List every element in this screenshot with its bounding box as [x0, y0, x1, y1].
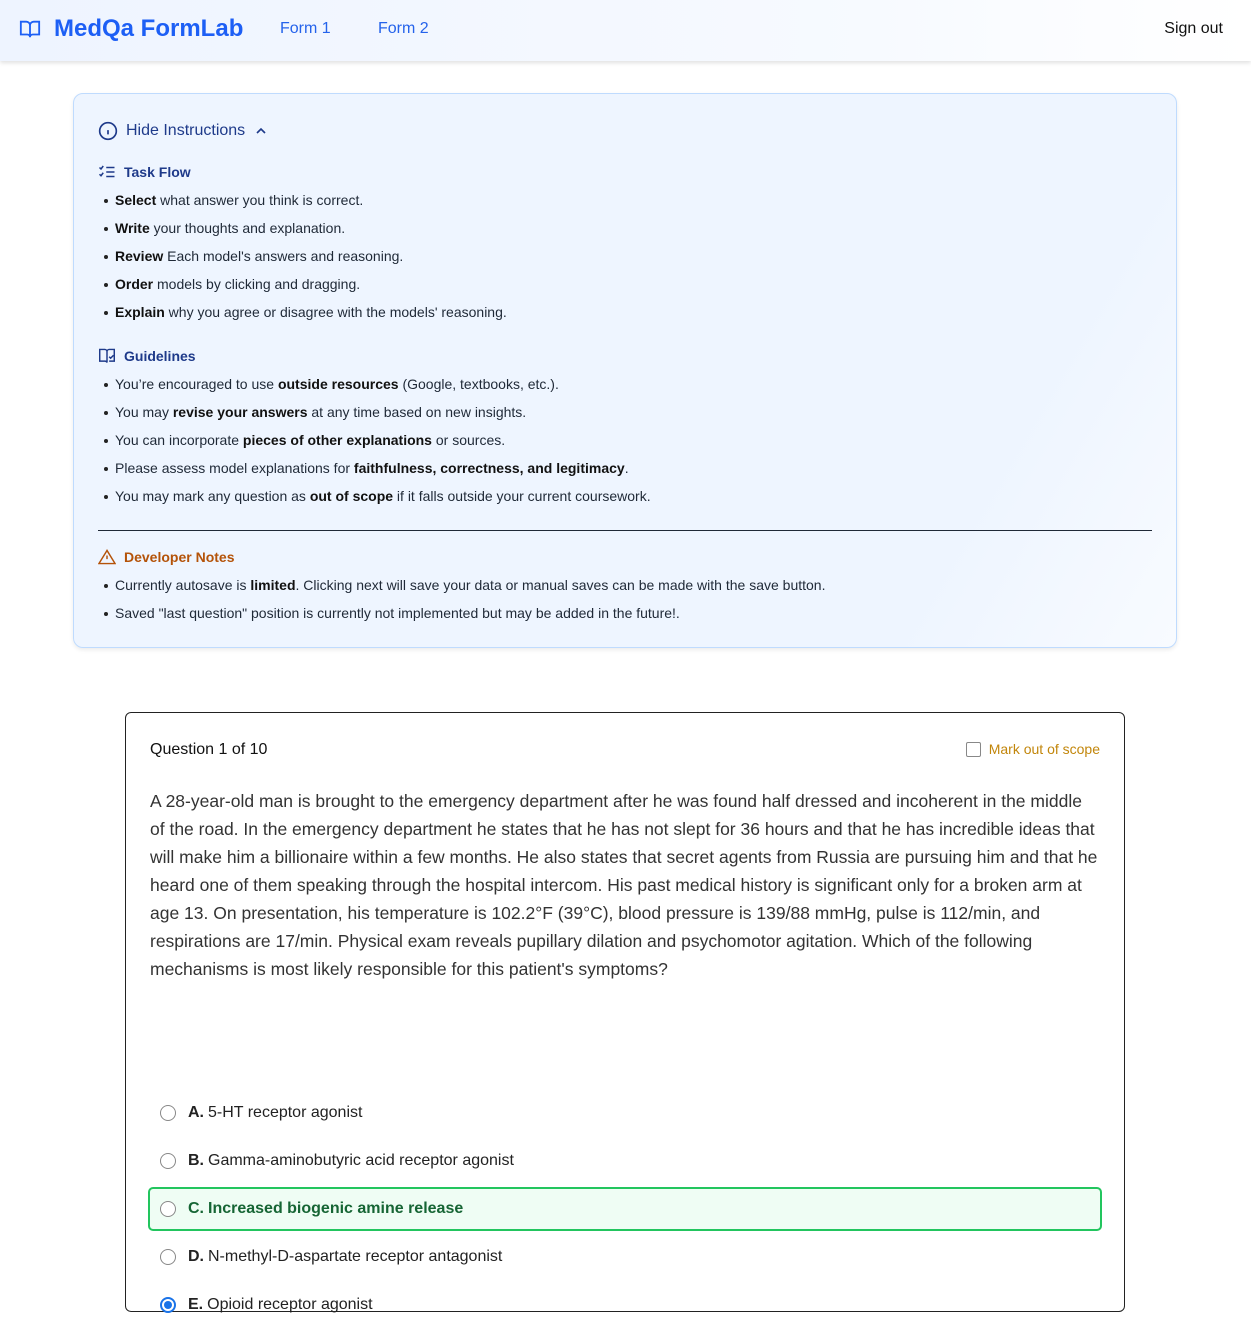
- question-stem: A 28-year-old man is brought to the emergency department after he was found half dressed and incoherent in the middle of the road. In the emergency department he states that he has not slept for 36 hours and that he has incredible ideas that will make him a billionaire within a few months. He also states that secret agents from Russia are pursuing him and that he heard one of them speaking through the hospital intercom. His past medical history is significant only for a broken arm at age 13. On presentation, his temperature is 102.2°F (39°C), blood pressure is 139/88 mmHg, pulse is 112/min, and respirations are 17/min. Physical exam reveals pupillary dilation and psychomotor agitation. Which of the following mechanisms is most likely responsible for this patient's symptoms?: [150, 791, 1098, 979]
- mark-out-of-scope[interactable]: [966, 741, 1100, 757]
- text: Each model's answers and reasoning.: [163, 248, 404, 264]
- question-counter: Question 1 of 10: [150, 741, 268, 758]
- answer-option-e[interactable]: [148, 1283, 1102, 1327]
- question-card: [125, 712, 1125, 1312]
- nav-form-1[interactable]: Form 1: [280, 20, 331, 37]
- text: why you agree or disagree with the models' reasoning.: [164, 304, 507, 320]
- text: .: [624, 460, 629, 476]
- list-item: [102, 571, 825, 599]
- guidelines-title: Guidelines: [124, 348, 196, 364]
- option-letter: B.: [188, 1152, 204, 1169]
- developer-notes-list: [102, 571, 825, 627]
- book-open-icon: [19, 18, 41, 40]
- list-item: [102, 270, 507, 298]
- task-flow-list: [102, 186, 507, 326]
- developer-notes-heading: [98, 549, 234, 565]
- radio-button[interactable]: [160, 1297, 176, 1313]
- text: your thoughts and explanation.: [149, 220, 346, 236]
- bold-text: Explain: [115, 304, 165, 320]
- bold-text: Order: [115, 276, 154, 292]
- option-letter: A.: [188, 1104, 204, 1121]
- option-text: Opioid receptor agonist: [207, 1296, 373, 1313]
- answer-option-b[interactable]: [148, 1139, 1102, 1183]
- text: models by clicking and dragging.: [153, 276, 361, 292]
- list-item: [102, 370, 651, 398]
- option-text: N-methyl-D-aspartate receptor antagonist: [208, 1248, 503, 1265]
- chevron-up-icon: [253, 123, 269, 139]
- option-text: 5-HT receptor agonist: [208, 1104, 363, 1121]
- bold-text: pieces of other explanations: [242, 432, 432, 448]
- text: (Google, textbooks, etc.).: [398, 376, 559, 392]
- text: Currently autosave is: [115, 577, 251, 593]
- list-checks-icon: [98, 164, 116, 180]
- warning-icon: [98, 549, 116, 565]
- text: Saved "last question" position is currently not implemented but may be added in the future!.: [115, 605, 680, 621]
- bold-text: revise your answers: [172, 404, 308, 420]
- task-flow-title: Task Flow: [124, 164, 191, 180]
- list-item: [102, 482, 651, 510]
- bold-text: Write: [115, 220, 150, 236]
- bold-text: Review: [115, 248, 164, 264]
- text: Please assess model explanations for: [115, 460, 354, 476]
- hide-instructions-toggle[interactable]: [98, 121, 269, 141]
- radio-button[interactable]: [160, 1249, 176, 1265]
- sign-out-button[interactable]: Sign out: [1164, 20, 1223, 37]
- text: . Clicking next will save your data or manual saves can be made with the save button.: [295, 577, 826, 593]
- text: You may: [115, 404, 173, 420]
- radio-button[interactable]: [160, 1105, 176, 1121]
- info-icon: [98, 121, 118, 141]
- list-item: [102, 186, 507, 214]
- out-of-scope-checkbox[interactable]: [966, 742, 981, 757]
- guidelines-list: [102, 370, 651, 510]
- list-item: [102, 454, 651, 482]
- list-item: [102, 242, 507, 270]
- bold-text: limited: [250, 577, 296, 593]
- text: what answer you think is correct.: [156, 192, 364, 208]
- text: You can incorporate: [115, 432, 243, 448]
- hide-instructions-label: Hide Instructions: [126, 122, 246, 139]
- option-text: Gamma-aminobutyric acid receptor agonist: [208, 1152, 514, 1169]
- top-nav: [0, 0, 1251, 61]
- option-text: Increased biogenic amine release: [208, 1200, 464, 1217]
- option-letter: C.: [188, 1200, 204, 1217]
- radio-button[interactable]: [160, 1153, 176, 1169]
- nav-form-2[interactable]: Form 2: [378, 20, 429, 37]
- radio-button[interactable]: [160, 1201, 176, 1217]
- bold-text: outside resources: [277, 376, 399, 392]
- list-item: [102, 214, 507, 242]
- answer-option-a[interactable]: [148, 1091, 1102, 1135]
- text: or sources.: [431, 432, 506, 448]
- answer-option-c[interactable]: [148, 1187, 1102, 1231]
- list-item: [102, 298, 507, 326]
- text: at any time based on new insights.: [307, 404, 527, 420]
- bold-text: faithfulness, correctness, and legitimacy: [353, 460, 625, 476]
- bold-text: Select: [115, 192, 157, 208]
- brand-logo[interactable]: MedQa FormLab: [54, 15, 244, 42]
- option-letter: E.: [188, 1296, 204, 1313]
- text: You may mark any question as: [115, 488, 310, 504]
- guidelines-heading: [98, 348, 196, 364]
- task-flow-heading: [98, 164, 191, 180]
- divider: [98, 530, 1152, 531]
- instructions-panel: [73, 93, 1177, 648]
- answer-option-d[interactable]: [148, 1235, 1102, 1279]
- book-check-icon: [98, 348, 116, 364]
- option-letter: D.: [188, 1248, 204, 1265]
- text: if it falls outside your current coursework.: [393, 488, 651, 504]
- text: You’re encouraged to use: [115, 376, 278, 392]
- list-item: [102, 599, 825, 627]
- developer-notes-title: Developer Notes: [124, 549, 235, 565]
- list-item: [102, 426, 651, 454]
- list-item: [102, 398, 651, 426]
- bold-text: out of scope: [309, 488, 394, 504]
- out-of-scope-label: Mark out of scope: [988, 741, 1100, 757]
